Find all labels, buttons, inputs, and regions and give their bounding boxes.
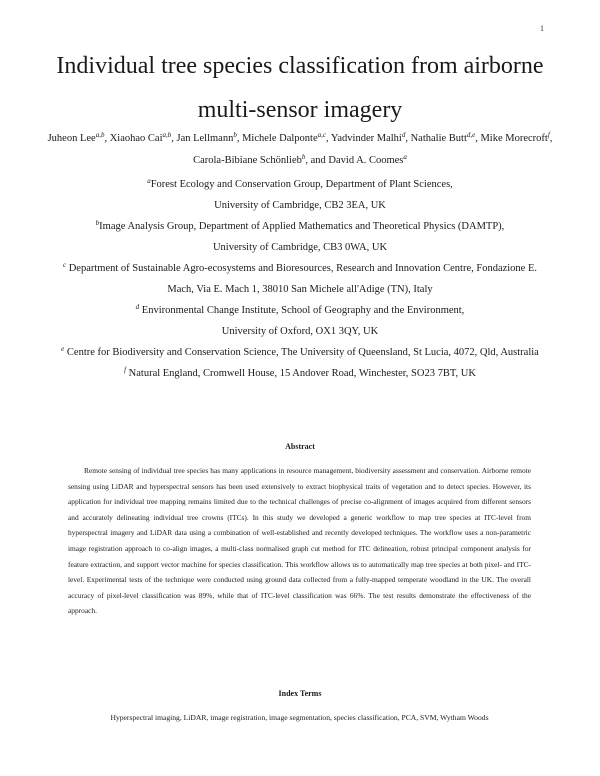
author-list bbox=[40, 128, 560, 172]
author-name: Mike Morecroft bbox=[480, 133, 548, 144]
author-name: Yadvinder Malhi bbox=[330, 133, 402, 144]
index-terms-text: Hyperspectral imaging, LiDAR, image registration, image segmentation, species classification, PCA, SVM, Wytham Woods bbox=[110, 713, 489, 722]
author-separator: , and bbox=[305, 155, 329, 166]
affiliation-item bbox=[20, 342, 580, 363]
author-affiliation-mark: a,b bbox=[95, 131, 105, 139]
affiliation-address: Mach, Via E. Mach 1, 38010 San Michele all'Adige (TN), Italy bbox=[167, 284, 433, 295]
affiliation-text: Natural England, Cromwell House, 15 Andover Road, Winchester, SO23 7BT, UK bbox=[126, 368, 476, 379]
author-affiliation-mark: d,e bbox=[466, 131, 476, 139]
affiliation-mark: b bbox=[95, 219, 100, 227]
affiliation-text: Department of Sustainable Agro-ecosystems and Bioresources, Research and Innovation Centre, Fondazione E. bbox=[66, 263, 538, 274]
index-terms-heading: Index Terms bbox=[278, 689, 322, 698]
author-separator: , bbox=[171, 133, 177, 144]
author-affiliation-mark: b bbox=[233, 131, 237, 139]
affiliation-address: University of Cambridge, CB2 3EA, UK bbox=[214, 200, 386, 211]
page-number: 1 bbox=[540, 24, 544, 33]
affiliation-list bbox=[20, 174, 580, 384]
affiliation-address: University of Oxford, OX1 3QY, UK bbox=[221, 326, 379, 337]
author-affiliation-mark: a,b bbox=[162, 131, 172, 139]
author-affiliation-mark: a bbox=[403, 153, 407, 161]
author-name: Juheon Lee bbox=[47, 133, 96, 144]
author-separator: , bbox=[549, 133, 553, 144]
abstract-heading: Abstract bbox=[285, 442, 315, 451]
author-separator: , bbox=[236, 133, 243, 144]
author-name: Jan Lellmann bbox=[176, 133, 234, 144]
author-name: Carola-Bibiane Schönlieb bbox=[193, 155, 302, 166]
author-separator: , bbox=[325, 133, 331, 144]
affiliation-mark: f bbox=[124, 366, 127, 374]
affiliation-text: Forest Ecology and Conservation Group, Department of Plant Sciences, bbox=[150, 179, 453, 190]
affiliation-mark: e bbox=[61, 345, 65, 353]
author-affiliation-mark: a,c bbox=[317, 131, 326, 139]
author-name: Xiaohao Cai bbox=[109, 133, 163, 144]
affiliation-text: Centre for Biodiversity and Conservation Science, The University of Queensland, St Lucia, 4072, Qld, Australia bbox=[64, 347, 539, 358]
affiliation-text: Image Analysis Group, Department of Applied Mathematics and Theoretical Physics (DAMTP), bbox=[99, 221, 505, 232]
affiliation-item bbox=[20, 216, 580, 237]
affiliation-item bbox=[20, 300, 580, 321]
author-separator: , bbox=[405, 133, 411, 144]
author-name: Michele Dalponte bbox=[242, 133, 318, 144]
affiliation-mark: c bbox=[62, 261, 67, 269]
paper-title: Individual tree species classification from airborne multi-sensor imagery bbox=[56, 53, 544, 123]
author-affiliation-mark: d bbox=[401, 131, 406, 139]
affiliation-item bbox=[20, 363, 580, 384]
author-name: Nathalie Butt bbox=[410, 133, 467, 144]
author-separator: , bbox=[475, 133, 481, 144]
affiliation-address: University of Cambridge, CB3 0WA, UK bbox=[212, 242, 388, 253]
affiliation-text: Environmental Change Institute, School of Geography and the Environment, bbox=[139, 305, 465, 316]
author-affiliation-mark: b bbox=[301, 153, 306, 161]
author-name: David A. Coomes bbox=[328, 155, 404, 166]
author-affiliation-mark: f bbox=[547, 131, 550, 139]
abstract-text: Remote sensing of individual tree species has many applications in resource management, biodiversity assessment and conservation. Airborne remote sensing using LiDAR and hyperspectral sensors has been used extensively to extract biophysical traits of vegetation and to detect species. However, its application for individual tree mapping remains limited due to the technical challenges of precise co-alignment of images acquired from different sensors and accurately delineating individual tree crowns (ITCs). In this study we developed a generic workflow to map tree species at ITC-level from hyperspectral imagery and LiDAR data using a combination of well-established and recently developed techniques. The workflow uses a non-parametric image registration approach to co-align images, a multi-class normalised graph cut method for ITC delineation, robust principal component analysis for feature extraction, and support vector machine for species classification. This workflow allows us to automatically map tree species at both pixel- and ITC-level. Experimental tests of the technique were conducted using ground data collected from a fully-mapped temperate woodland in the UK. The overall accuracy of pixel-level classification was 89%, while that of ITC-level classification was 66%. The test results demonstrate the effectiveness of the approach. bbox=[68, 466, 531, 616]
affiliation-item bbox=[20, 258, 580, 279]
affiliation-item bbox=[20, 174, 580, 195]
affiliation-mark: a bbox=[147, 177, 151, 185]
author-separator: , bbox=[104, 133, 110, 144]
affiliation-mark: d bbox=[135, 303, 140, 311]
